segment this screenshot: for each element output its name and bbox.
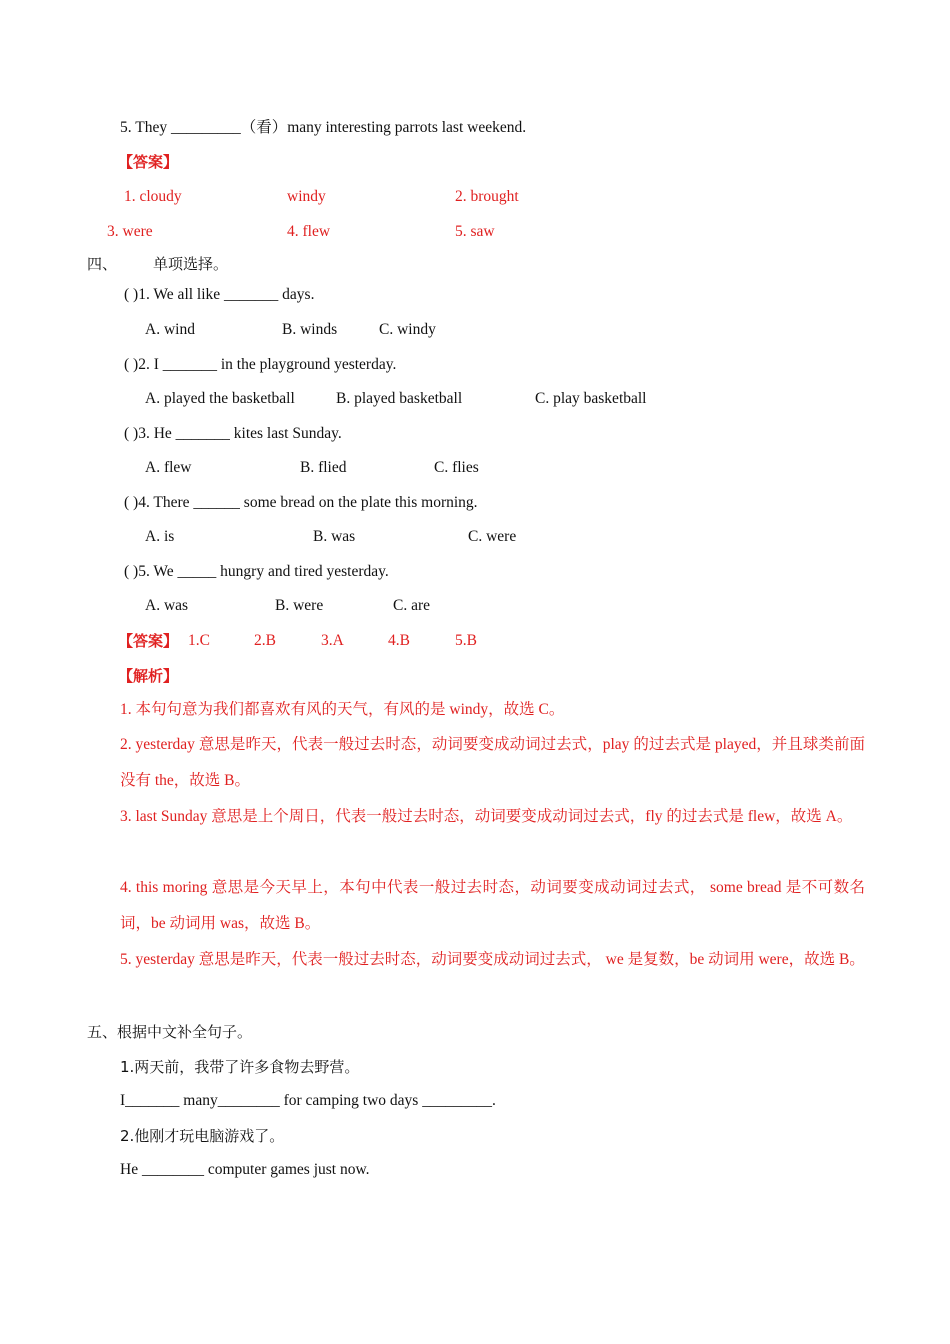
part4-answer-3: 3.A	[321, 632, 344, 649]
section-4-number: 四、	[87, 255, 118, 273]
q4-option-c: C. were	[468, 528, 517, 545]
part4-answer-5: 5.B	[455, 632, 477, 649]
analysis-3: 3. last Sunday 意思是上个周日，代表一般过去时态，动词要变成动词过去式，fly 的过去式是 flew，故选 A。	[120, 808, 853, 825]
q2-option-a: A. played the basketball	[145, 390, 295, 407]
part5-item-2-chinese: 2.他刚才玩电脑游戏了。	[120, 1127, 285, 1145]
answer-3: 3. were	[107, 223, 153, 240]
answer-5: 5. saw	[455, 223, 495, 240]
q1-option-c: C. windy	[379, 321, 436, 338]
q5-option-a: A. was	[145, 597, 189, 614]
question-5-part3: 5. They _________（看）many interesting parrots last weekend.	[120, 119, 527, 136]
analysis-label: 【解析】	[118, 667, 179, 685]
q3-option-b: B. flied	[300, 459, 347, 476]
answer-1a: 1. cloudy	[124, 188, 182, 205]
question-3-stem: ( )3. He _______ kites last Sunday.	[124, 425, 342, 442]
q4-option-a: A. is	[145, 528, 175, 545]
q1-option-a: A. wind	[145, 321, 195, 338]
part5-item-1-english: I_______ many________ for camping two days _________.	[120, 1092, 496, 1109]
question-5-stem: ( )5. We _____ hungry and tired yesterday.	[124, 563, 389, 580]
analysis-1: 1. 本句句意为我们都喜欢有风的天气，有风的是 windy，故选 C。	[120, 701, 565, 718]
answer-4: 4. flew	[287, 223, 331, 240]
question-2-stem: ( )2. I _______ in the playground yesterday.	[124, 356, 397, 373]
part5-item-1-chinese: 1.两天前，我带了许多食物去野营。	[120, 1058, 360, 1076]
q4-option-b: B. was	[313, 528, 356, 545]
q1-option-b: B. winds	[282, 321, 338, 338]
part4-answer-4: 4.B	[388, 632, 410, 649]
q5-option-c: C. are	[393, 597, 431, 614]
q2-option-b: B. played basketball	[336, 390, 463, 407]
analysis-5: 5. yesterday 意思是昨天，代表一般过去时态，动词要变成动词过去式， we 是复数，be 动词用 were，故选 B。	[120, 951, 865, 968]
answer-1b: windy	[287, 188, 326, 205]
analysis-4: 4. this moring 意思是今天早上，本句中代表一般过去时态，动词要变成动词过去式， some bread 是不可数名词，be 动词用 was，故选 B。	[120, 879, 865, 932]
answer-label-part4: 【答案】	[118, 632, 179, 650]
q2-option-c: C. play basketball	[535, 390, 647, 407]
part4-answer-1: 1.C	[188, 632, 210, 649]
answer-2: 2. brought	[455, 188, 519, 205]
question-1-stem: ( )1. We all like _______ days.	[124, 286, 315, 303]
part5-item-2-english: He ________ computer games just now.	[120, 1161, 370, 1178]
section-4-title: 单项选择。	[153, 255, 229, 273]
section-5-title: 五、根据中文补全句子。	[87, 1023, 253, 1041]
answer-label-part3: 【答案】	[118, 153, 179, 171]
analysis-2: 2. yesterday 意思是昨天，代表一般过去时态，动词要变成动词过去式，play 的过去式是 played，并且球类前面没有 the，故选 B。	[120, 736, 865, 789]
q3-option-a: A. flew	[145, 459, 192, 476]
part4-answer-2: 2.B	[254, 632, 276, 649]
q5-option-b: B. were	[275, 597, 324, 614]
q3-option-c: C. flies	[434, 459, 479, 476]
question-4-stem: ( )4. There ______ some bread on the plate this morning.	[124, 494, 478, 511]
